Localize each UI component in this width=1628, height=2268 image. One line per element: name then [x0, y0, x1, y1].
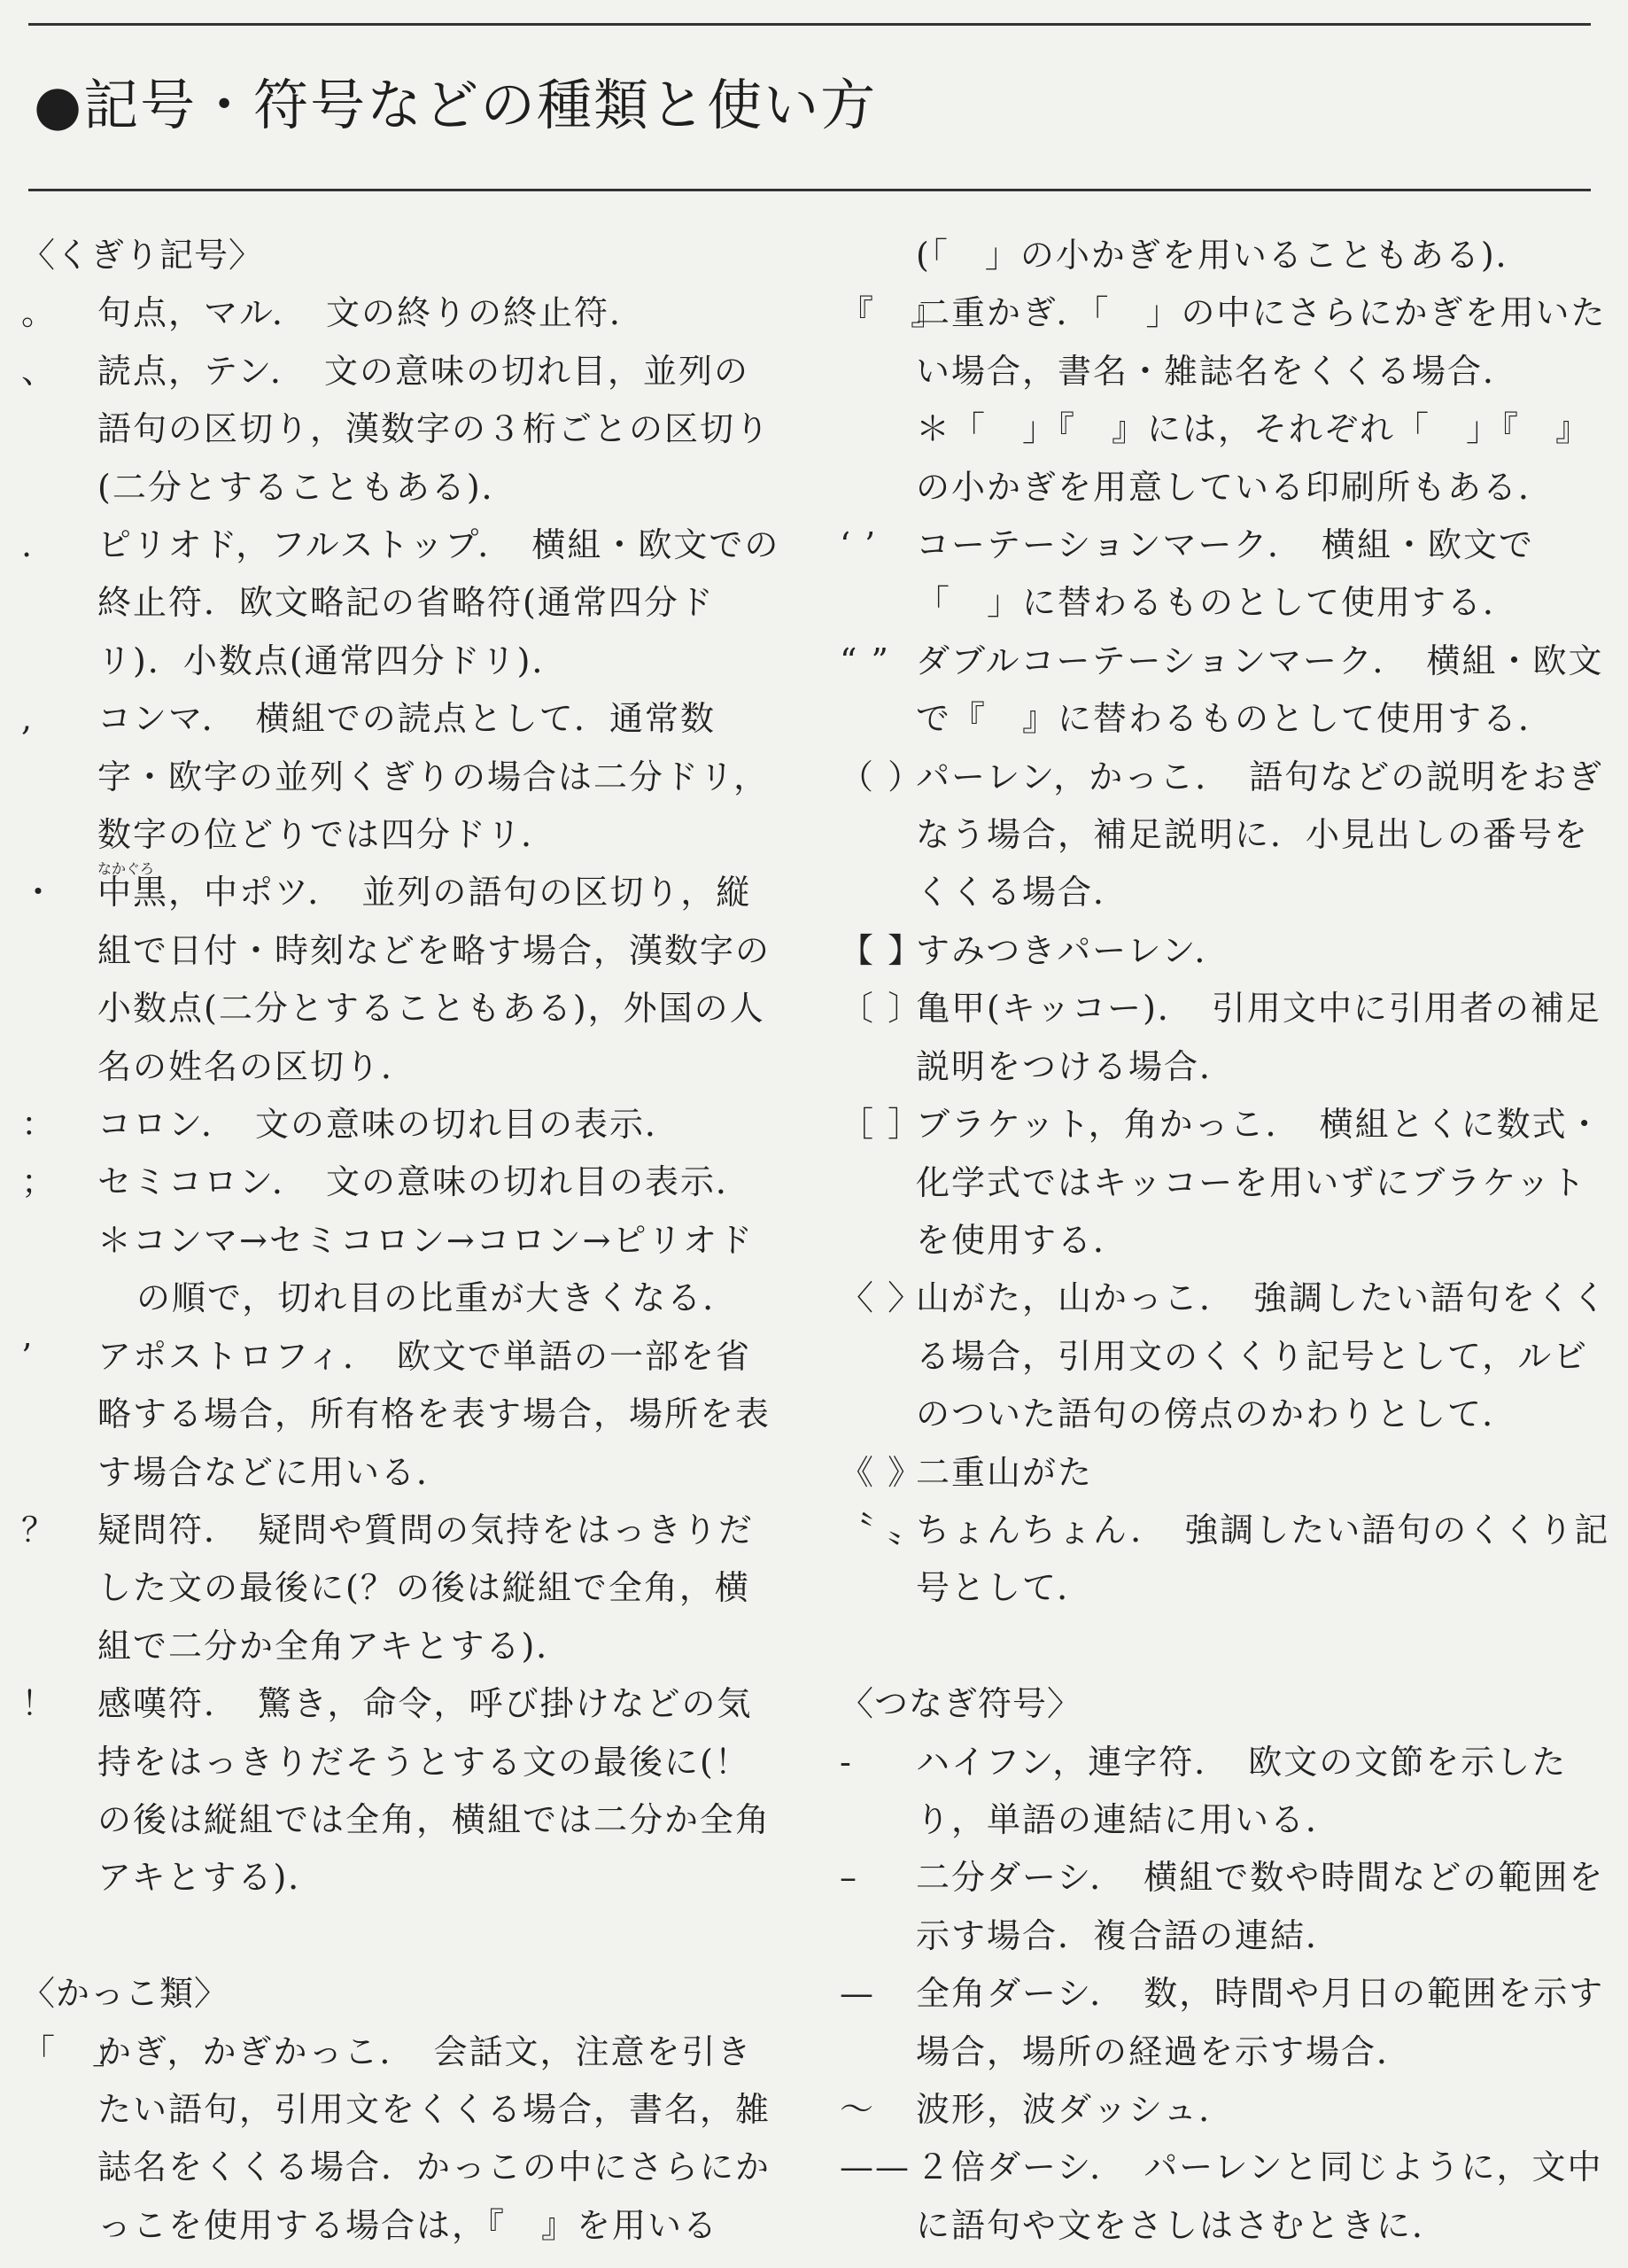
symbol-glyph: “ ”	[840, 641, 890, 680]
symbol-entry-nijuyamagata	[840, 1444, 1610, 1502]
symbol-description: 句点，マル． 文の終りの終止符．	[97, 293, 645, 333]
symbol-entry-hyphen	[840, 1734, 1610, 1850]
ruby-base	[97, 860, 169, 913]
ruby-reading: なかぐろ	[97, 860, 155, 878]
symbol-description: ちょんちょん． 強調したい語句のくくり記号として．	[916, 1510, 1610, 1608]
symbol-entry-nijukagi	[840, 284, 1610, 400]
spacer	[21, 1907, 783, 1965]
symbol-glyph: 〔 〕	[840, 989, 924, 1029]
symbol-glyph: ——	[840, 2148, 911, 2187]
symbol-description: ピリオド，フルストップ． 横組・欧文での終止符．欧文略記の省略符(通常四分ドリ)．小数点(通常四分ドリ)．	[97, 525, 780, 680]
symbol-description: ２倍ダーシ． パーレンと同じように，文中に語句や文をさしはさむときに．	[916, 2148, 1603, 2245]
symbol-description: コンマ． 横組での読点として．通常数字・欧字の並列くぎりの場合は二分ドリ，数字の位どりでは四分ドリ．	[97, 699, 770, 855]
symbol-entry-exclamation	[21, 1675, 783, 1907]
symbol-description	[97, 860, 783, 1096]
symbol-description: 読点，テン． 文の意味の切れ目，並列の語句の区切り，漢数字の３桁ごとの区切り(二分とすることもある)．	[97, 351, 771, 507]
symbol-entry-semicolon	[21, 1153, 783, 1211]
symbol-description: コロン． 文の意味の切れ目の表示．	[97, 1105, 680, 1145]
symbol-entry-colon	[21, 1096, 783, 1153]
symbol-glyph: ［ ］	[840, 1105, 924, 1145]
symbol-entry-paren	[840, 749, 1610, 922]
symbol-glyph: 〝 〟	[840, 1510, 924, 1550]
page-title: ●記号・符号などの種類と使い方	[34, 73, 878, 137]
symbol-entry-bracket	[840, 1096, 1610, 1270]
symbol-glyph: 『 』	[840, 293, 947, 333]
symbol-entry-touten	[21, 343, 783, 517]
symbol-description: 二重かぎ．「 」の中にさらにかぎを用いたい場合，書名・雑誌名をくくる場合．	[916, 293, 1607, 391]
symbol-entry-double-dash	[840, 2139, 1610, 2255]
symbol-glyph: ・	[21, 873, 58, 913]
symbol-description: セミコロン． 文の意味の切れ目の表示．	[97, 1162, 751, 1202]
symbol-description: 二分ダーシ． 横組で数や時間などの範囲を示す場合．複合語の連結．	[916, 1858, 1605, 1955]
note-line: ＊コンマ→セミコロン→コロン→ピリオド	[97, 1220, 755, 1260]
symbol-glyph: 。	[21, 293, 58, 333]
section-heading-kakko: 〈かっこ類〉	[21, 1974, 229, 2014]
symbol-entry-question	[21, 1502, 783, 1675]
symbol-description: 全角ダーシ． 数，時間や月日の範囲を示す場合，場所の経過を示す場合．	[916, 1974, 1605, 2071]
symbol-description: 二重山がた	[916, 1452, 1094, 1492]
continued-text: (「 」の小かぎを用いることもある)．	[916, 236, 1531, 275]
symbol-description: コーテーションマーク． 横組・欧文で「 」に替わるものとして使用する．	[916, 525, 1534, 623]
symbol-entry-wave-dash	[840, 2081, 1610, 2139]
symbol-entry-em-dash	[840, 1965, 1610, 2081]
symbol-entry-period	[21, 517, 783, 690]
symbol-description: ブラケット，角かっこ． 横組とくに数式・化学式ではキッコーを用いずにブラケットを使用する．	[916, 1105, 1603, 1260]
symbol-glyph: 〈 〉	[840, 1278, 924, 1318]
symbol-description: 波形，波ダッシュ．	[916, 2089, 1235, 2129]
symbol-glyph: ’	[21, 1336, 35, 1376]
symbol-glyph: ‘ ’	[840, 525, 878, 565]
symbol-description-rest: ，中ポツ． 並列の語句の区切り，縦組で日付・時刻などを略す場合，漢数字の小数点(二分とすることもある)，外国の人名の姓名の区切り．	[97, 873, 771, 1086]
symbol-entry-nakaguro	[21, 860, 783, 1096]
symbol-entry-kagi	[21, 2023, 783, 2256]
symbol-description: かぎ，かぎかっこ． 会話文，注意を引きたい語句，引用文をくくる場合，書名，雑誌名をくくる場合．かっこの中にさらにかっこを使用する場合は，『 』を用いる	[97, 2031, 771, 2245]
symbol-entry-en-dash	[840, 1849, 1610, 1965]
title-rule	[28, 189, 1591, 191]
symbol-entry-apostrophe	[21, 1328, 783, 1502]
note-line: の順で，切れ目の比重が大きくなる．	[136, 1278, 739, 1318]
symbol-glyph: （ ）	[840, 757, 924, 796]
symbol-description: パーレン，かっこ． 語句などの説明をおぎなう場合，補足説明に．小見出しの番号をくくる場合．	[916, 757, 1604, 913]
symbol-entry-kuten	[21, 284, 783, 342]
symbol-glyph: ：	[21, 1105, 58, 1145]
symbol-entry-kikko	[840, 980, 1610, 1096]
symbol-glyph: 【 】	[840, 930, 924, 970]
symbol-glyph: ～	[840, 2089, 876, 2129]
symbol-description: すみつきパーレン．	[916, 930, 1230, 970]
symbol-glyph: –	[840, 1858, 858, 1898]
note-line: ＊「 」『 』には，それぞれ「 」『 』の小かぎを用意している印刷所もある．	[916, 409, 1592, 507]
symbol-entry-chonchon	[840, 1502, 1610, 1618]
symbol-description: ハイフン，連字符． 欧文の文節を示したり，単語の連結に用いる．	[916, 1742, 1568, 1839]
symbol-glyph: ；	[21, 1162, 58, 1202]
symbol-description: アポストロフィ． 欧文で単語の一部を省略する場合，所有格を表す場合，場所を表す場合などに用いる．	[97, 1336, 771, 1492]
symbol-glyph: -	[840, 1742, 853, 1782]
section-heading-kugiri: 〈くぎり記号〉	[21, 236, 264, 275]
symbol-entry-sumitsuki	[840, 922, 1610, 980]
symbol-glyph: .	[21, 525, 35, 565]
right-column	[840, 227, 1610, 2255]
symbol-glyph: ！	[21, 1684, 58, 1724]
symbol-entry-yamagata	[840, 1270, 1610, 1443]
symbol-entry-double-quotation	[840, 633, 1610, 749]
symbol-description: 山がた，山かっこ． 強調したい語句をくくる場合，引用文のくくり記号として，ルビのついた語句の傍点のかわりとして．	[916, 1278, 1609, 1434]
section-heading-tsunagi: 〈つなぎ符号〉	[840, 1684, 1082, 1724]
ruby-base-text: 中黒	[97, 873, 169, 913]
symbol-glyph: 、	[21, 351, 58, 391]
symbol-glyph: ？	[21, 1510, 58, 1550]
symbol-description: ダブルコーテーションマーク． 横組・欧文で『 』に替わるものとして使用する．	[916, 641, 1604, 739]
symbol-glyph: —	[840, 1974, 875, 2014]
symbol-description: 亀甲(キッコー)． 引用文中に引用者の補足説明をつける場合．	[916, 989, 1601, 1086]
symbol-description: 感嘆符． 驚き，命令，呼び掛けなどの気持をはっきりだそうとする文の最後に(！の後は縦組では全角，横組では二分か全角アキとする)．	[97, 1684, 771, 1898]
symbol-glyph: 「 」	[21, 2031, 128, 2071]
top-rule	[28, 23, 1591, 26]
symbol-entry-comma	[21, 690, 783, 864]
spacer	[840, 1618, 1610, 1675]
symbol-glyph: 《 》	[840, 1452, 924, 1492]
symbol-glyph: ,	[21, 699, 35, 739]
symbol-description: 疑問符． 疑問や質問の気持をはっきりだした文の最後に(？の後は縦組で全角，横組で二分か全角アキとする)．	[97, 1510, 755, 1666]
left-column	[21, 227, 783, 2255]
symbol-entry-quotation	[840, 517, 1610, 633]
